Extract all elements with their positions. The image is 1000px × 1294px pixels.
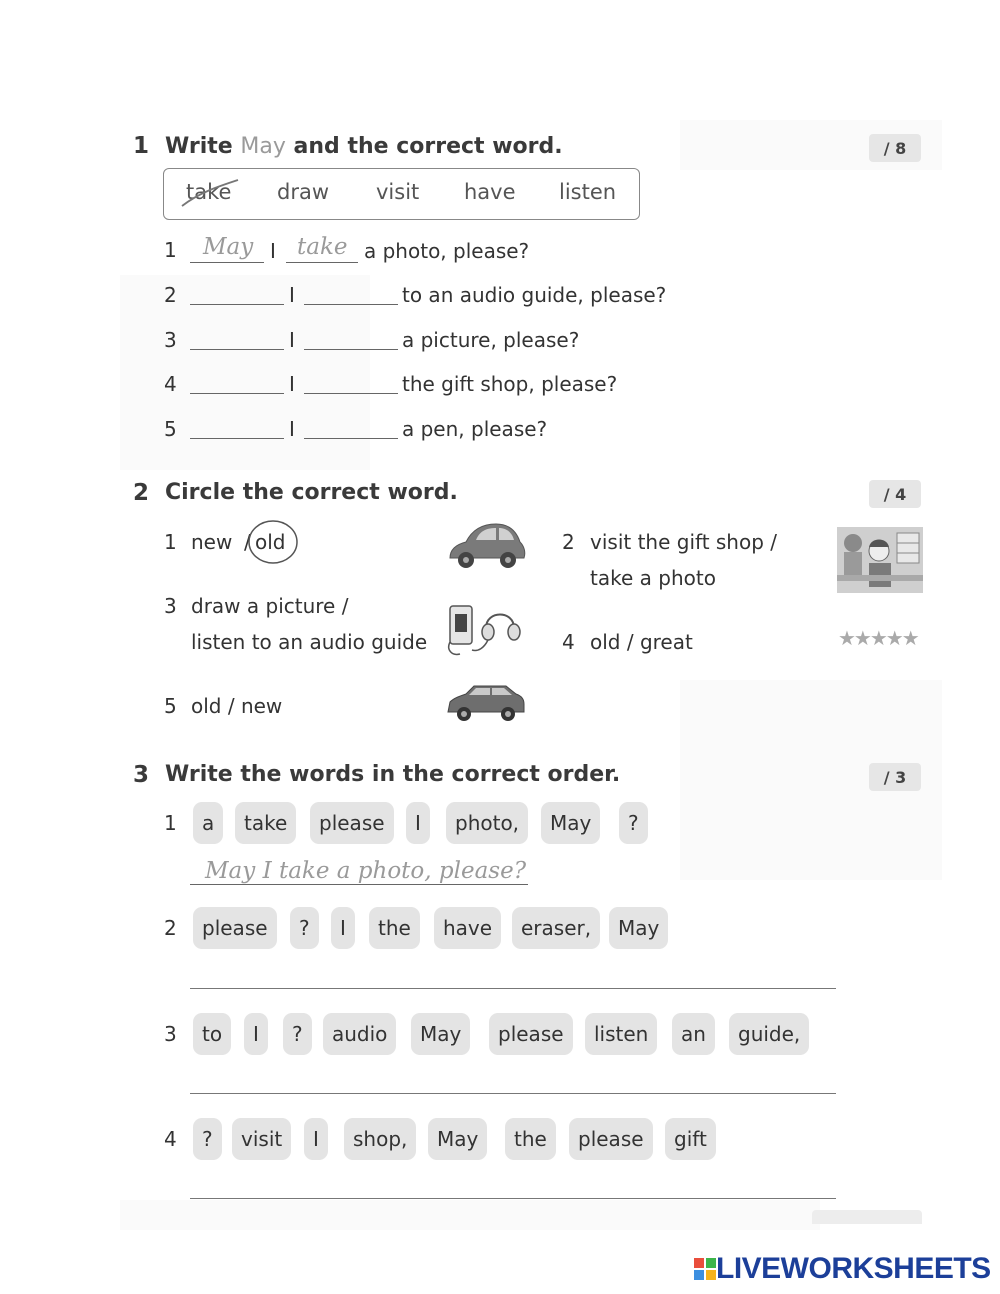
item-text: a pen, please? <box>402 417 548 441</box>
item-text: I <box>289 417 295 441</box>
handwritten-answer: May I take a photo, please? <box>205 858 527 884</box>
item-text: listen to an audio guide <box>191 630 428 654</box>
word-chip[interactable]: I <box>244 1013 268 1055</box>
circle-mark <box>246 518 300 568</box>
word-chip[interactable]: ? <box>619 802 648 844</box>
handwritten-answer: May <box>203 234 254 260</box>
word-bank-item: have <box>464 180 516 204</box>
word-bank-item: visit <box>376 180 420 204</box>
word-chip[interactable]: gift <box>665 1118 716 1160</box>
item-number: 2 <box>164 916 177 940</box>
word-chip[interactable]: May <box>609 907 668 949</box>
answer-line[interactable] <box>190 1198 836 1199</box>
item-number: 5 <box>164 694 177 718</box>
item-text: take a photo <box>590 566 716 590</box>
word-bank-item: take <box>186 180 232 204</box>
item-number: 4 <box>164 1127 177 1151</box>
word-bank-item: listen <box>559 180 617 204</box>
word-chip[interactable]: shop, <box>344 1118 416 1160</box>
word-chip[interactable]: audio <box>323 1013 396 1055</box>
word-chip[interactable]: I <box>331 907 355 949</box>
item-number: 1 <box>164 811 177 835</box>
item-text: I <box>289 328 295 352</box>
title-highlight-word: May <box>240 134 286 159</box>
word-chip[interactable]: a <box>193 802 223 844</box>
word-chip[interactable]: an <box>672 1013 715 1055</box>
answer-blank[interactable] <box>190 393 284 394</box>
strikethrough-mark <box>180 178 242 208</box>
item-number: 3 <box>164 328 177 352</box>
audio-guide-icon <box>444 602 524 658</box>
liveworksheets-logo <box>694 1252 991 1286</box>
word-chip[interactable]: to <box>193 1013 231 1055</box>
gift-shop-scene-icon <box>837 527 923 593</box>
word-bank-item: draw <box>277 180 330 204</box>
item-number: 3 <box>164 1022 177 1046</box>
item-text: old / new <box>191 694 283 718</box>
item-number: 1 <box>164 530 177 554</box>
section3-number: 3 <box>133 762 150 788</box>
word-chip[interactable]: ? <box>193 1118 222 1160</box>
answer-blank[interactable] <box>190 304 284 305</box>
word-chip[interactable]: have <box>434 907 501 949</box>
section1-title <box>165 134 563 159</box>
item-text: the gift shop, please? <box>402 372 618 396</box>
word-chip[interactable]: take <box>235 802 296 844</box>
item-number: 3 <box>164 594 177 618</box>
word-chip[interactable]: photo, <box>446 802 528 844</box>
answer-blank[interactable] <box>286 262 358 263</box>
new-car-icon <box>444 682 528 724</box>
title-part: and the correct word. <box>293 134 563 159</box>
answer-blank[interactable] <box>304 349 398 350</box>
section3-title: Write the words in the correct order. <box>165 762 621 787</box>
item-number: 2 <box>562 530 575 554</box>
section2-title: Circle the correct word. <box>165 480 458 505</box>
answer-blank[interactable] <box>304 438 398 439</box>
item-number: 4 <box>164 372 177 396</box>
word-chip[interactable]: I <box>304 1118 328 1160</box>
stars-rating-icon: ★★★★★ <box>838 626 918 650</box>
item-text: I <box>289 372 295 396</box>
item-text: a photo, please? <box>364 239 530 263</box>
answer-blank[interactable] <box>190 349 284 350</box>
answer-blank[interactable] <box>304 393 398 394</box>
answer-blank[interactable] <box>190 262 264 263</box>
logo-text: LIVEWORKSHEETS <box>716 1252 991 1285</box>
word-chip[interactable]: please <box>569 1118 653 1160</box>
section2-score: / 4 <box>869 480 921 508</box>
answer-blank[interactable] <box>304 304 398 305</box>
item-number: 1 <box>164 238 177 262</box>
item-text: I <box>270 239 276 263</box>
section2-number: 2 <box>133 480 150 506</box>
item-text: draw a picture / <box>191 594 349 618</box>
section1-score: / 8 <box>869 134 921 162</box>
option-text[interactable]: new <box>191 530 233 554</box>
item-text: I <box>289 283 295 307</box>
option-separator: / <box>244 530 251 554</box>
item-text: old / great <box>590 630 693 654</box>
word-chip[interactable]: the <box>369 907 420 949</box>
word-chip[interactable]: the <box>505 1118 556 1160</box>
old-car-icon <box>444 518 528 574</box>
answer-line[interactable] <box>190 988 836 989</box>
answer-line[interactable] <box>190 884 528 885</box>
word-chip[interactable]: May <box>428 1118 487 1160</box>
word-chip[interactable]: May <box>411 1013 470 1055</box>
word-chip[interactable]: please <box>310 802 394 844</box>
word-chip[interactable]: guide, <box>729 1013 809 1055</box>
handwritten-answer: take <box>297 234 348 260</box>
word-chip[interactable]: listen <box>585 1013 657 1055</box>
section3-score: / 3 <box>869 763 921 791</box>
word-chip[interactable]: please <box>489 1013 573 1055</box>
item-number: 5 <box>164 417 177 441</box>
answer-blank[interactable] <box>190 438 284 439</box>
word-chip[interactable]: ? <box>290 907 319 949</box>
item-text: visit the gift shop / <box>590 530 778 554</box>
item-text: a picture, please? <box>402 328 580 352</box>
item-number: 2 <box>164 283 177 307</box>
logo-grid-icon <box>694 1258 716 1280</box>
item-number: 4 <box>562 630 575 654</box>
word-chip[interactable]: ? <box>283 1013 312 1055</box>
item-text: to an audio guide, please? <box>402 283 667 307</box>
next-section-score-fragment <box>812 1210 922 1224</box>
title-part: Write <box>165 134 233 159</box>
word-chip[interactable]: I <box>406 802 430 844</box>
word-chip[interactable]: visit <box>232 1118 291 1160</box>
option-text-circled[interactable]: old <box>255 530 286 554</box>
word-chip[interactable]: please <box>193 907 277 949</box>
word-chip[interactable]: May <box>541 802 600 844</box>
answer-line[interactable] <box>190 1093 836 1094</box>
word-chip[interactable]: eraser, <box>512 907 600 949</box>
section1-number: 1 <box>133 133 150 159</box>
